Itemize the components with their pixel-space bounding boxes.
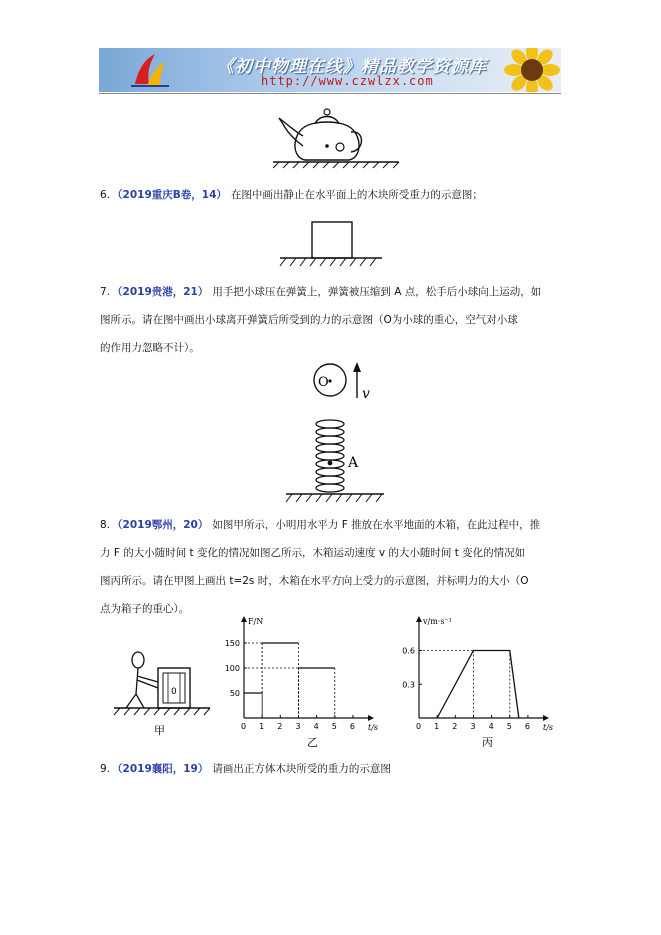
question-7 (100, 278, 566, 362)
question-number: 6. (100, 189, 111, 201)
force-time-chart (222, 612, 382, 747)
x-tick-label: 6 (524, 722, 531, 731)
velocity-time-chart (395, 612, 560, 747)
question-text: 在图中画出静止在水平面上的木块所受重力的示意图； (230, 189, 483, 201)
y-tick-label: 150 (224, 639, 240, 648)
x-tick-label: 0 (416, 722, 422, 731)
x-axis-label: t/s (368, 723, 379, 732)
y-axis-arrow-icon (416, 616, 422, 622)
x-tick-label: 6 (349, 722, 356, 731)
question-number: 7. (100, 286, 111, 298)
banner-title: 《初中物理在线》精品教学资源库 (217, 57, 487, 77)
x-tick-label: 4 (488, 722, 494, 731)
y-axis-arrow-icon (241, 616, 247, 622)
logo-icon (129, 52, 171, 88)
sunflower-icon (499, 48, 561, 92)
header-divider (99, 93, 561, 94)
question-source: （2019鄂州，20） (112, 519, 209, 531)
question-source: （2019襄阳，19） (112, 763, 209, 775)
push-figure (110, 648, 220, 740)
figure-caption: 乙 (307, 736, 318, 747)
point-a-dot (328, 461, 333, 466)
x-tick-label: 0 (241, 722, 247, 731)
question-text-line2: 力 F 的大小随时间 t 变化的情况如图乙所示，木箱运动速度 v 的大小随时间 t 变化的情况如 (100, 547, 526, 559)
question-8 (100, 511, 566, 623)
x-tick-label: 5 (506, 722, 512, 731)
y-tick-label: 0.3 (402, 680, 415, 690)
header-banner (99, 48, 561, 92)
ball-center-label: O (318, 375, 329, 390)
figure-caption-jia: 甲 (154, 724, 165, 737)
x-tick-label: 2 (452, 722, 458, 731)
question-6 (100, 181, 566, 209)
question-text-line2: 图所示。请在图中画出小球离开弹簧后所受到的力的示意图（O为小球的重心，空气对小球 (100, 314, 518, 326)
block-figure (276, 218, 386, 270)
question-source: （2019重庆B卷，14） (112, 189, 227, 201)
x-tick-label: 1 (434, 722, 440, 731)
y-axis-label: v/m·s⁻¹ (423, 617, 452, 626)
x-axis-arrow-icon (543, 715, 549, 721)
velocity-line (437, 651, 519, 719)
question-text: 请画出正方体木块所受的重力的示意图 (212, 763, 391, 775)
y-tick-label: 100 (224, 664, 240, 673)
x-tick-label: 1 (259, 722, 265, 731)
x-tick-label: 4 (313, 722, 319, 731)
box-center-label: 0 (171, 687, 177, 697)
banner-url[interactable]: http://www.czwlzx.com (261, 74, 434, 88)
figure-caption: 丙 (482, 736, 493, 747)
question-source: （2019贵港，21） (112, 286, 209, 298)
teapot-figure (265, 100, 405, 170)
question-number: 8. (100, 519, 111, 531)
question-text-line1: 如图甲所示，小明用水平力 F 推放在水平地面的木箱，在此过程中，推 (212, 519, 541, 531)
y-tick-label: 0.6 (402, 646, 415, 656)
x-tick-label: 2 (277, 722, 283, 731)
x-axis-arrow-icon (368, 715, 374, 721)
y-tick-label: 50 (229, 689, 240, 698)
spring-coil (316, 420, 344, 492)
question-text-line3: 的作用力忽略不计）。 (100, 342, 200, 354)
spring-figure (280, 360, 390, 510)
arrow-head-icon (353, 362, 361, 372)
question-text-line1: 用手把小球压在弹簧上，弹簧被压缩到 A 点，松手后小球向上运动，如 (212, 286, 542, 298)
y-axis-label: F/N (248, 617, 264, 626)
x-tick-label: 3 (470, 722, 476, 731)
point-a-label: A (348, 455, 359, 471)
question-text-line3: 图丙所示。请在甲图上画出 t=2s 时，木箱在水平方向上受力的示意图，并标明力的大小（O (100, 575, 529, 587)
question-text-line4: 点为箱子的重心）。 (100, 603, 190, 615)
question-number: 9. (100, 763, 111, 775)
question-9 (100, 755, 566, 783)
x-axis-label: t/s (543, 723, 554, 732)
x-tick-label: 5 (331, 722, 337, 731)
x-tick-label: 3 (295, 722, 301, 731)
velocity-label: v (362, 386, 370, 402)
